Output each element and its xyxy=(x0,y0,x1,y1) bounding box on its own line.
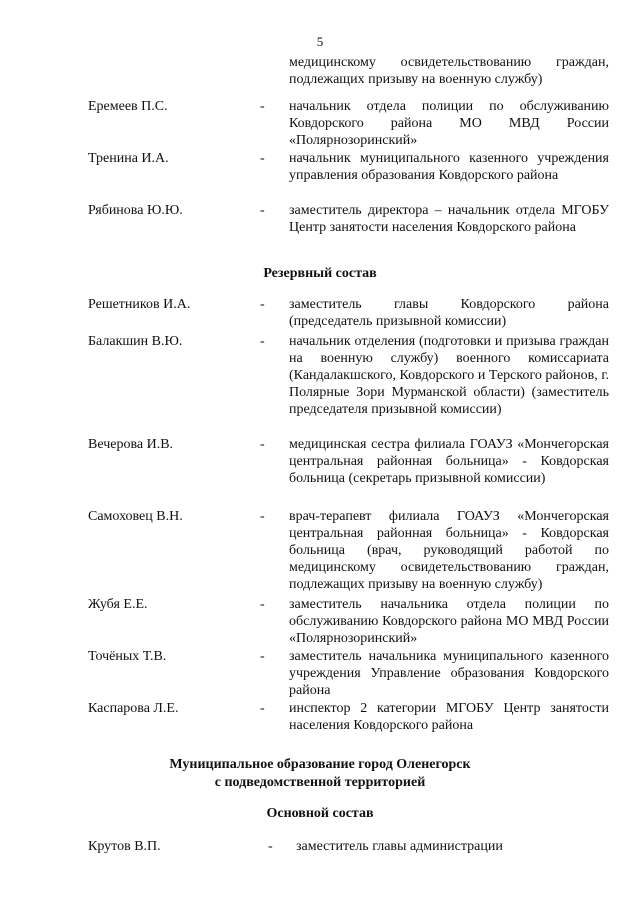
member-name: Точёных Т.В. xyxy=(88,649,167,664)
member-position: заместитель главы Ковдорского района (председатель призывной комиссии) xyxy=(289,297,609,329)
member-position: врач-терапевт филиала ГОАУЗ «Мончегорская центральная районная больница» - Ковдорская больница (врач, руководящий работой по медицинскому освидетельствованию граждан, подлежащих призыву на военную службу) xyxy=(289,509,609,592)
municipality-heading-line1: Муниципальное образование город Оленегорск xyxy=(169,757,471,772)
member-position: инспектор 2 категории МГОБУ Центр занятости населения Ковдорского района xyxy=(289,701,609,733)
member-position: начальник отдела полиции по обслуживанию Ковдорского района МО МВД России «Полярнозоринский» xyxy=(289,99,609,148)
member-name: Каспарова Л.Е. xyxy=(88,701,179,716)
member-position: начальник муниципального казенного учреждения управления образования Ковдорского района xyxy=(289,151,609,183)
member-position: медицинская сестра филиала ГОАУЗ «Мончегорская центральная районная больница» - Ковдорская больница (секретарь призывной комиссии) xyxy=(289,437,609,486)
member-name: Вечерова И.В. xyxy=(88,437,174,452)
member-dash: - xyxy=(268,839,273,854)
main-heading: Основной состав xyxy=(266,806,374,821)
member-name: Самоховец В.Н. xyxy=(88,509,183,524)
municipality-heading-line2: с подведомственной территорией xyxy=(214,775,426,790)
member-dash: - xyxy=(260,701,265,716)
member-position: начальник отделения (подготовки и призыва граждан на военную службу) военного комиссариата (Кандалакшского, Ковдорского и Терского районов, г. Полярные Зори Мурманской области) (заместитель председателя призывной комиссии) xyxy=(289,334,609,417)
member-dash: - xyxy=(260,99,265,114)
member-position: заместитель начальника муниципального казенного учреждения Управление образования Ковдорского района xyxy=(289,649,609,698)
member-dash: - xyxy=(260,203,265,218)
member-position: заместитель начальника отдела полиции по обслуживанию Ковдорского района МО МВД России «Полярнозоринский» xyxy=(289,597,609,646)
member-dash: - xyxy=(260,597,265,612)
member-dash: - xyxy=(260,297,265,312)
page-number: 5 xyxy=(316,34,324,49)
member-name: Тренина И.А. xyxy=(88,151,169,166)
member-position: заместитель главы администрации xyxy=(296,839,503,854)
member-name: Рябинова Ю.Ю. xyxy=(88,203,183,218)
member-dash: - xyxy=(260,334,265,349)
member-name: Еремеев П.С. xyxy=(88,99,168,114)
member-name: Балакшин В.Ю. xyxy=(88,334,183,349)
member-name: Решетников И.А. xyxy=(88,297,191,312)
member-dash: - xyxy=(260,437,265,452)
member-dash: - xyxy=(260,151,265,166)
member-position: заместитель директора – начальник отдела МГОБУ Центр занятости населения Ковдорского района xyxy=(289,203,609,235)
member-dash: - xyxy=(260,649,265,664)
reserve-heading: Резервный состав xyxy=(263,266,377,281)
continued-description: медицинскому освидетельствованию граждан, подлежащих призыву на военную службу) xyxy=(289,55,609,87)
member-name: Жубя Е.Е. xyxy=(88,597,148,612)
member-dash: - xyxy=(260,509,265,524)
member-name: Крутов В.П. xyxy=(88,839,161,854)
